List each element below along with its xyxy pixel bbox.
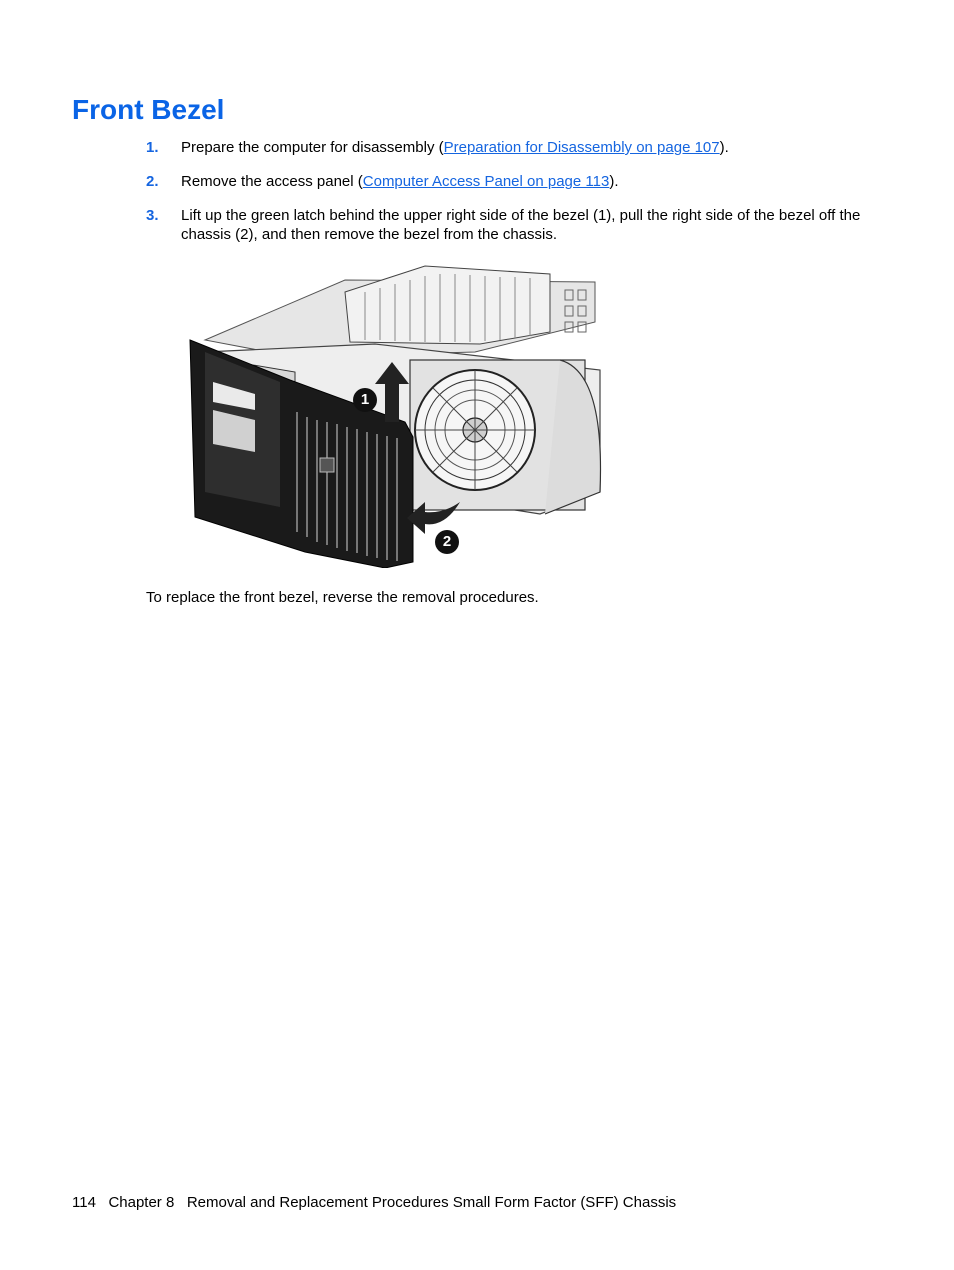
chapter-label: Chapter 8 [108,1194,175,1211]
step-number: 2. [146,173,159,190]
step-text: Lift up the green latch behind the upper right side of the bezel (1), pull the right side of the bezel off the chassis (2), and then remove the bezel from the chassis. [181,207,861,243]
step-text: Remove the access panel ( [181,173,363,190]
step-1 [146,138,866,157]
step-2 [146,172,866,191]
procedure-steps [146,138,866,259]
chassis-illustration [185,262,605,568]
step-number: 3. [146,207,159,224]
link-computer-access-panel[interactable]: Computer Access Panel on page 113 [362,173,610,190]
step-3 [146,206,866,244]
step-number: 1. [146,139,159,156]
callout-2: 2 [435,530,459,554]
page-number: 114 [72,1194,96,1211]
chapter-title: Removal and Replacement Procedures Small Form Factor (SFF) Chassis [186,1194,677,1211]
step-text-end: ). [609,173,619,190]
step-text: Prepare the computer for disassembly ( [181,139,444,156]
replacement-note: To replace the front bezel, reverse the removal procedures. [146,589,539,606]
link-preparation-for-disassembly[interactable]: Preparation for Disassembly on page 107 [443,139,720,156]
bezel-removal-illustration [185,262,605,568]
page-title: Front Bezel [72,94,225,125]
page-footer [72,1193,676,1212]
callout-1: 1 [353,388,377,412]
step-text-end: ). [719,139,729,156]
